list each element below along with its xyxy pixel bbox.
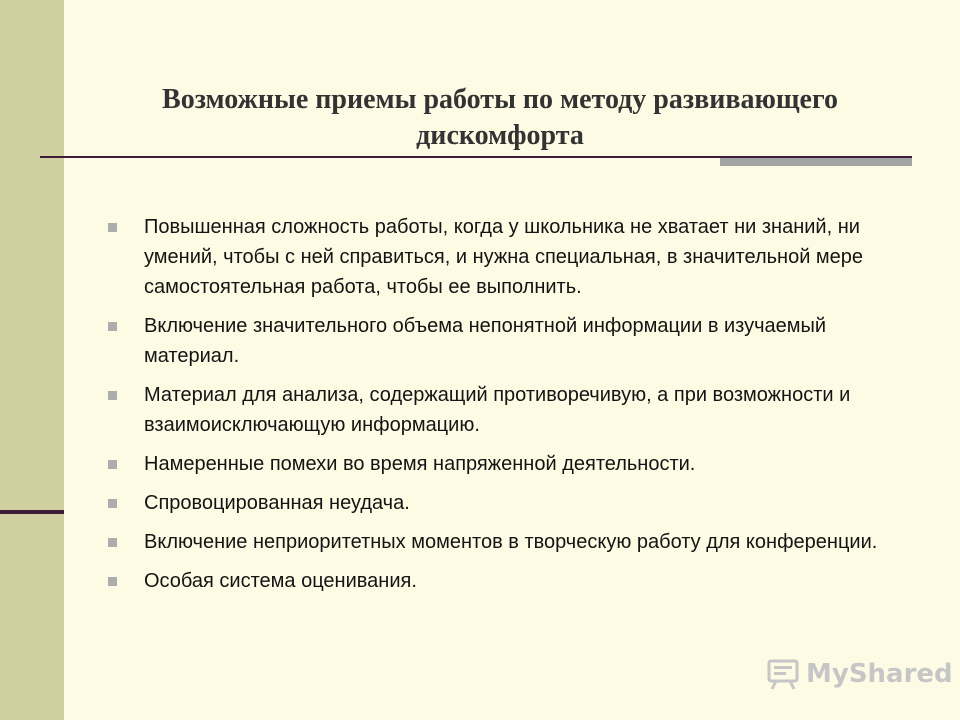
slide-title — [80, 82, 920, 154]
myshared-watermark — [766, 654, 953, 694]
list-item — [104, 212, 894, 302]
square-bullet-icon — [108, 499, 117, 508]
square-bullet-icon — [108, 223, 117, 232]
list-item-text: Спровоцированная неудача. — [144, 492, 410, 514]
left-side-band — [0, 0, 64, 720]
slide-title-line-2: дискомфорта — [416, 120, 584, 151]
list-item-text: Особая система оценивания. — [144, 570, 417, 592]
square-bullet-icon — [108, 538, 117, 547]
square-bullet-icon — [108, 322, 117, 331]
list-item-text: Включение неприоритетных моментов в творческую работу для конференции. — [144, 531, 878, 553]
list-item-text: Материал для анализа, содержащий противоречивую, а при возможности и взаимоисключающую информацию. — [144, 384, 851, 436]
list-item-text: Намеренные помехи во время напряженной деятельности. — [144, 453, 696, 475]
list-item — [104, 527, 894, 557]
list-item — [104, 488, 894, 518]
watermark-text: MyShared — [806, 659, 953, 689]
presentation-board-icon — [766, 657, 800, 691]
square-bullet-icon — [108, 577, 117, 586]
list-item-text: Повышенная сложность работы, когда у школьника не хватает ни знаний, ни умений, чтобы с ней справиться, и нужна специальная, в значительной мере самостоятельная работа, чтобы ее выполнить. — [144, 216, 864, 298]
list-item-text: Включение значительного объема непонятной информации в изучаемый материал. — [144, 315, 827, 367]
title-accent-bar — [720, 158, 912, 166]
slide-title-line-1: Возможные приемы работы по методу развивающего — [162, 84, 838, 115]
list-item — [104, 566, 894, 596]
list-item — [104, 380, 894, 440]
square-bullet-icon — [108, 460, 117, 469]
list-item — [104, 311, 894, 371]
square-bullet-icon — [108, 391, 117, 400]
bullet-list — [104, 212, 894, 605]
side-band-rule — [0, 510, 64, 514]
list-item — [104, 449, 894, 479]
